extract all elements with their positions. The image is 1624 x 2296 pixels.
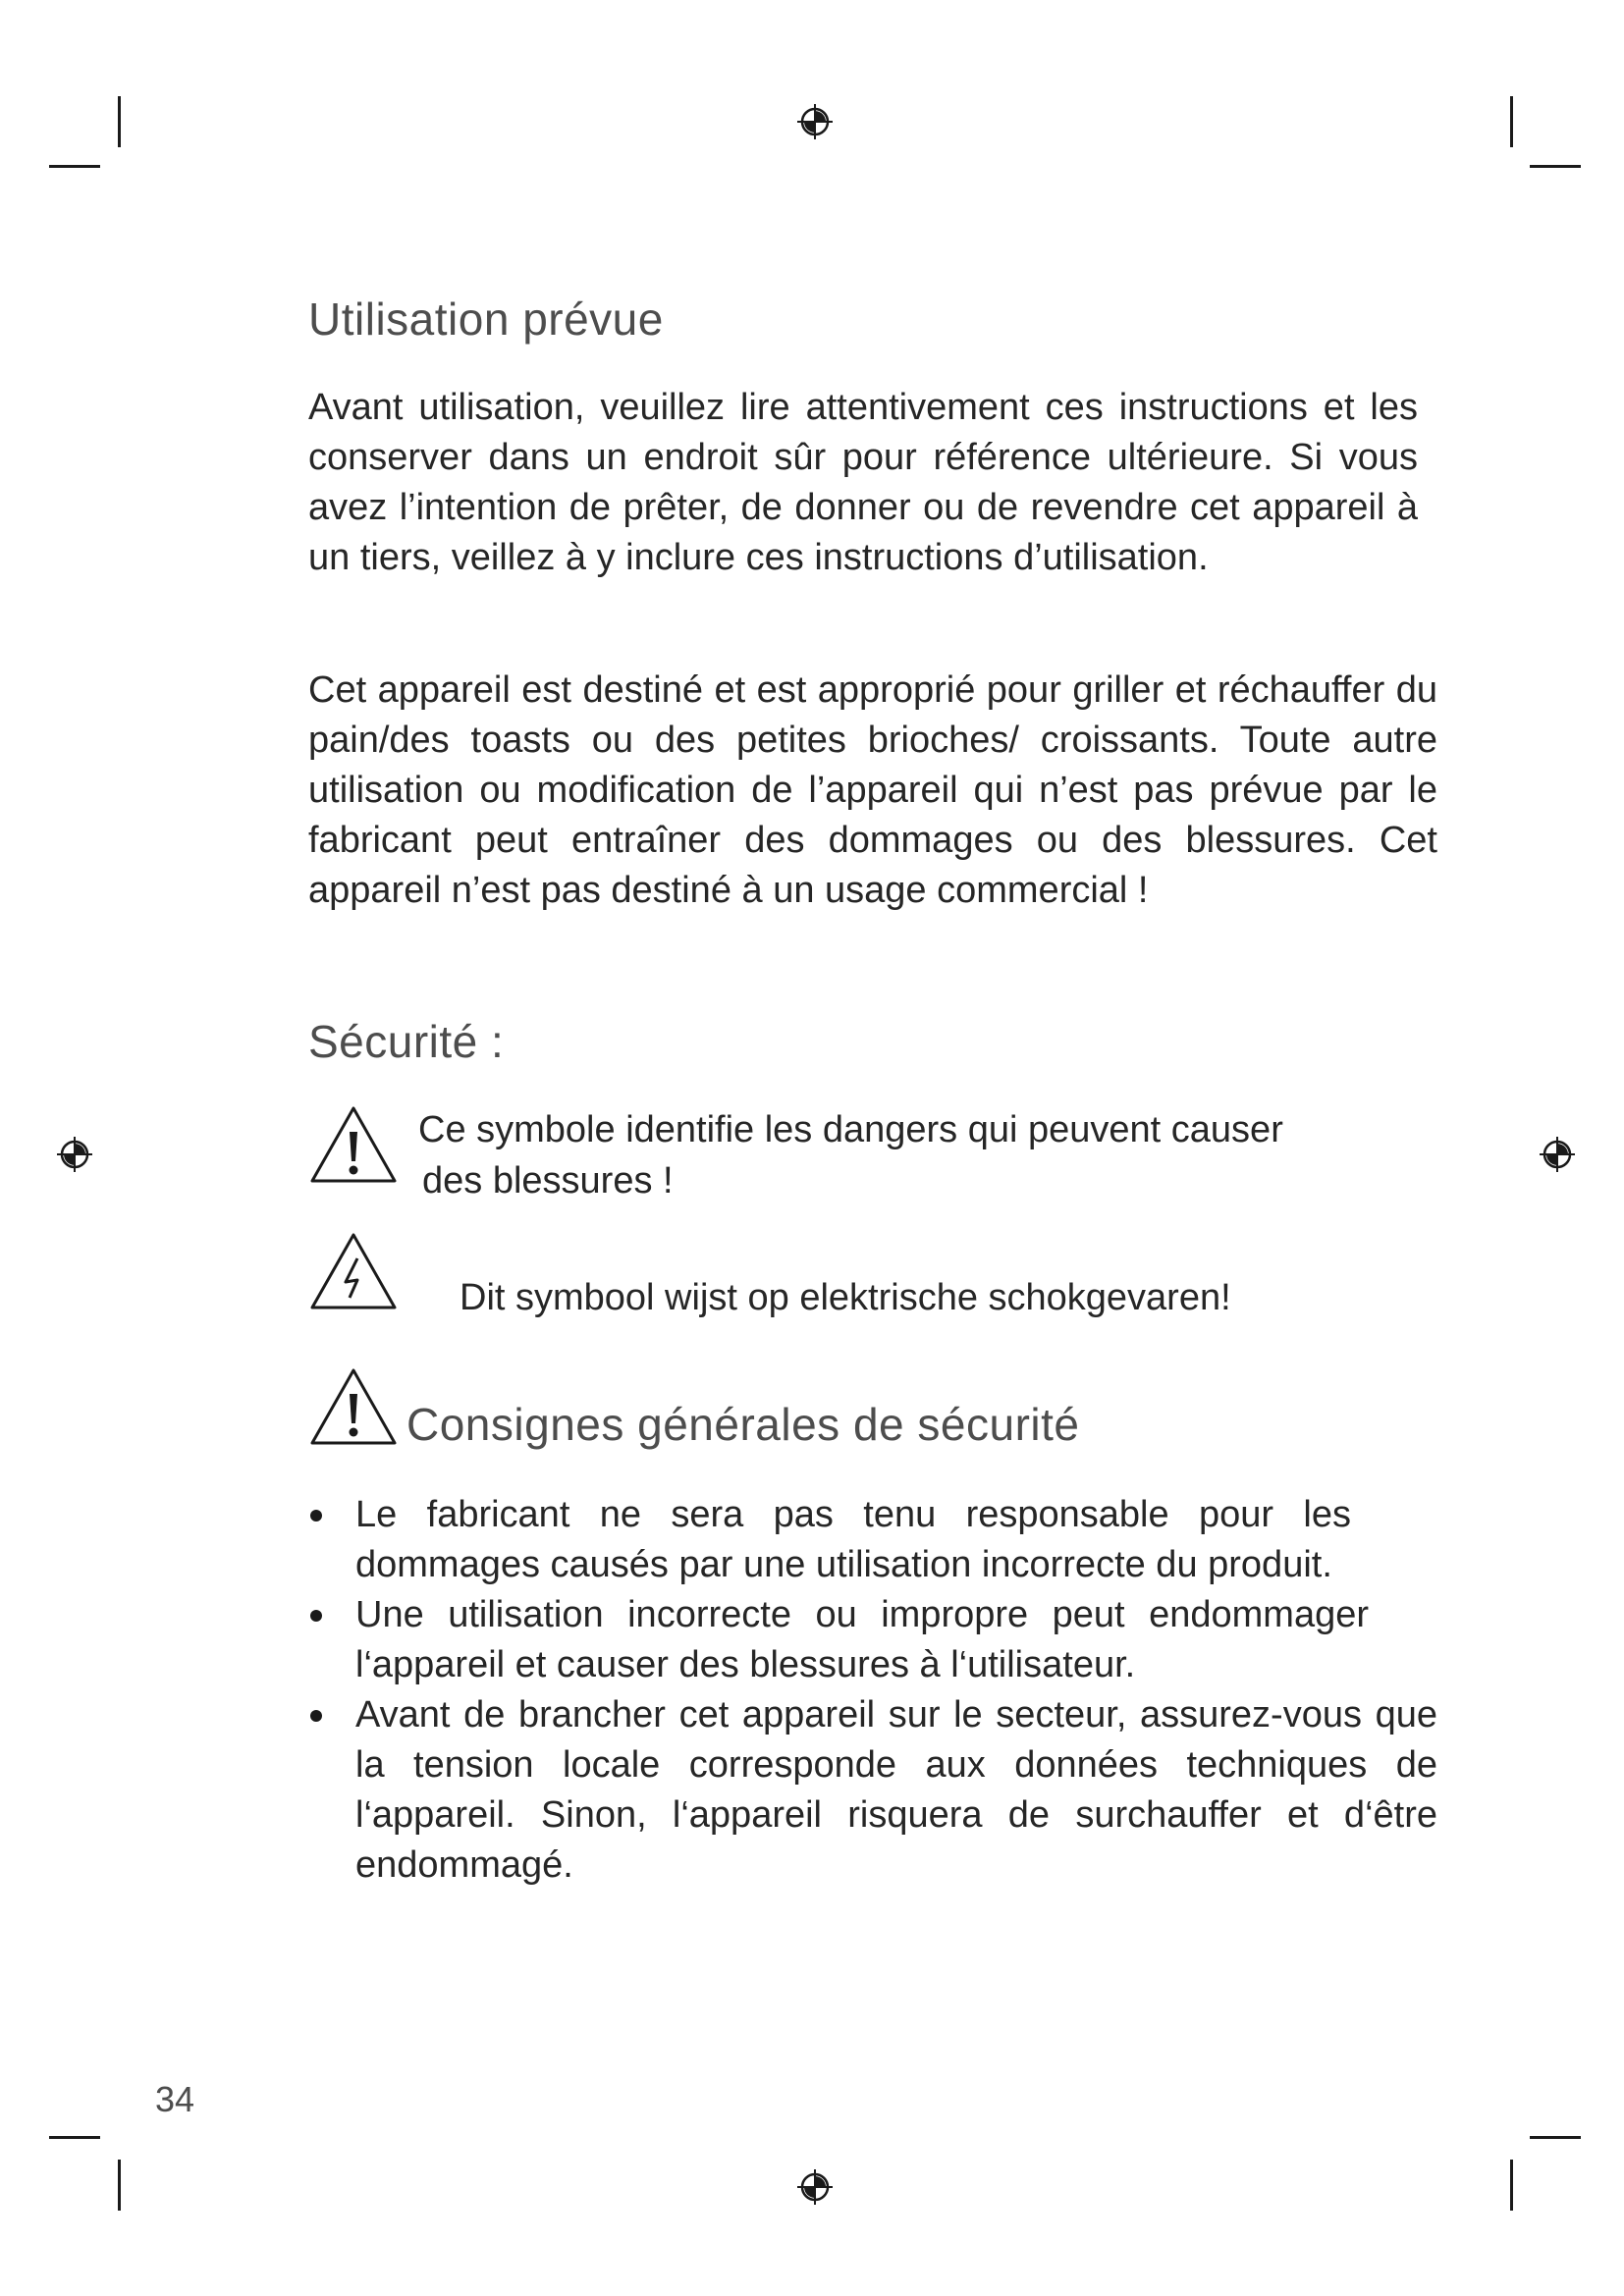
warning-injury-text-line2: des blessures ! — [422, 1160, 674, 1201]
warning-injury-text-line1: Ce symbole identifie les dangers qui peuvent causer — [418, 1109, 1283, 1150]
list-item-text: Une utilisation incorrecte ou impropre peut endommager l‘appareil et causer des blessures à l‘utilisateur. — [355, 1594, 1369, 1685]
page-number: 34 — [155, 2079, 195, 2119]
bullet-icon — [310, 1610, 322, 1622]
crop-mark — [1510, 96, 1513, 147]
registration-mark-icon — [795, 102, 835, 141]
warning-injury-row — [308, 1104, 1388, 1212]
general-safety-heading-row — [308, 1366, 1388, 1455]
warning-electric-row — [308, 1231, 1388, 1319]
section-title-intended-use: Utilisation prévue — [308, 294, 664, 345]
warning-triangle-icon — [308, 1366, 399, 1447]
bullet-icon — [310, 1710, 322, 1722]
registration-mark-icon — [795, 2167, 835, 2207]
list-item — [308, 1490, 1437, 1590]
list-item-text: Le fabricant ne sera pas tenu responsable pour les dommages causés par une utilisation incorrecte du produit. — [355, 1494, 1351, 1585]
crop-mark — [49, 165, 100, 168]
bullet-icon — [310, 1510, 322, 1522]
section-title-general-safety: Consignes générales de sécurité — [406, 1399, 1080, 1450]
intended-use-paragraph-1: Avant utilisation, veuillez lire attentivement ces instructions et les conserver dans un endroit sûr pour référence ultérieure. Si vous avez l’intention de prêter, de donner ou de revendre cet appareil à un tiers, veillez à y inclure ces instructions d’utilisation. — [308, 387, 1418, 578]
crop-mark — [118, 96, 121, 147]
list-item — [308, 1690, 1437, 1891]
crop-mark — [1510, 2160, 1513, 2211]
crop-mark — [118, 2160, 121, 2211]
list-item-text: Avant de brancher cet appareil sur le secteur, assurez-vous que la tension locale corresponde aux données techniques de l‘appareil. Sinon, l‘appareil risquera de surchauffer et d‘être endommagé. — [355, 1694, 1437, 1886]
intended-use-paragraph-2: Cet appareil est destiné et est approprié pour griller et réchauffer du pain/des toasts ou des petites brioches/ croissants. Toute autre utilisation ou modification de l’appareil qui n’est pas prévue par le fabricant peut entraîner des dommages ou des blessures. Cet appareil n’est pas destiné à un usage commercial ! — [308, 669, 1437, 911]
warning-triangle-icon — [308, 1104, 399, 1185]
crop-mark — [1530, 2136, 1581, 2139]
section-title-safety: Sécurité : — [308, 1016, 505, 1067]
warning-electric-text: Dit symbool wijst op elektrische schokgevaren! — [460, 1277, 1231, 1318]
list-item — [308, 1590, 1437, 1690]
general-safety-list — [308, 1490, 1437, 1891]
crop-mark — [1530, 165, 1581, 168]
registration-mark-icon — [55, 1135, 94, 1174]
electric-hazard-icon — [308, 1231, 399, 1311]
registration-mark-icon — [1538, 1135, 1577, 1174]
crop-mark — [49, 2136, 100, 2139]
